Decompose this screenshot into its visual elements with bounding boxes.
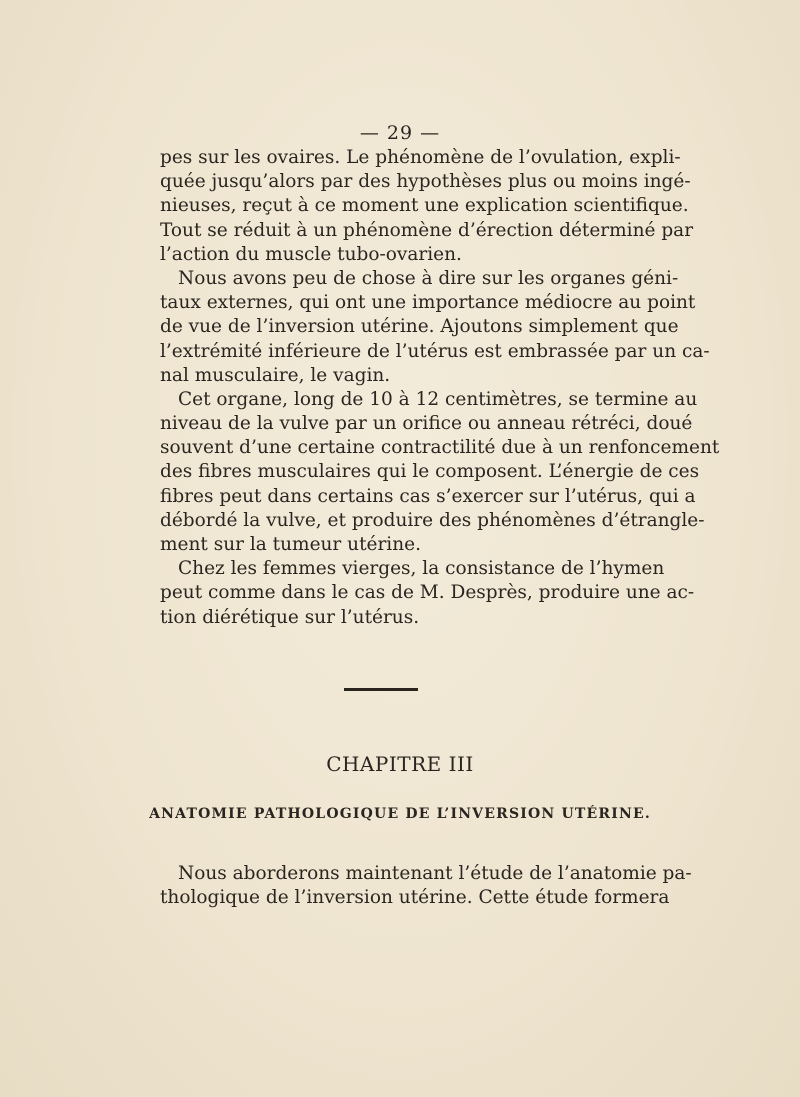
- text-line: débordé la vulve, et produire des phénomènes d’étrangle-: [160, 509, 705, 531]
- chapter-title: CHAPITRE III: [326, 752, 474, 776]
- text-line: quée jusqu’alors par des hypothèses plus ou moins ingé-: [160, 171, 691, 193]
- text-line: des fibres musculaires qui le composent. L’énergie de ces: [160, 461, 700, 483]
- text-line: Chez les femmes vierges, la consistance de l’hymen: [178, 558, 665, 580]
- text-line: ment sur la tumeur utérine.: [160, 534, 421, 555]
- text-line: nieuses, reçut à ce moment une explication scientifique.: [160, 195, 689, 217]
- text-line: l’extrémité inférieure de l’utérus est embrassée par un ca-: [160, 340, 710, 362]
- text-line: thologique de l’inversion utérine. Cette étude formera: [160, 887, 670, 909]
- text-line: nal musculaire, le vagin.: [160, 364, 391, 386]
- text-line: Nous aborderons maintenant l’étude de l’anatomie pa-: [178, 863, 692, 884]
- section-title: ANATOMIE PATHOLOGIQUE DE L’INVERSION UTÉRINE.: [149, 806, 651, 822]
- text-line: de vue de l’inversion utérine. Ajoutons simplement que: [160, 316, 679, 338]
- paragraph: [160, 862, 692, 910]
- body-text-bottom: [160, 862, 692, 910]
- text-line: Tout se réduit à un phénomène d’érection déterminé par: [160, 219, 694, 241]
- text-line: tion diérétique sur l’utérus.: [160, 606, 420, 628]
- paragraph: [160, 388, 720, 557]
- text-line: Nous avons peu de chose à dire sur les organes géni-: [178, 267, 679, 289]
- body-text-top: [160, 146, 720, 630]
- paragraph: [160, 557, 695, 630]
- section-divider-rule: [344, 688, 418, 691]
- paragraph: [160, 146, 694, 267]
- text-line: peut comme dans le cas de M. Desprès, produire une ac-: [160, 582, 695, 604]
- text-line: souvent d’une certaine contractilité due à un renfoncement: [160, 437, 720, 459]
- text-line: l’action du muscle tubo-ovarien.: [160, 243, 462, 265]
- text-line: Cet organe, long de 10 à 12 centimètres, se termine au: [178, 388, 698, 410]
- text-line: taux externes, qui ont une importance médiocre au point: [160, 292, 696, 314]
- text-line: fibres peut dans certains cas s’exercer sur l’utérus, qui a: [160, 485, 696, 507]
- paragraph: [160, 267, 710, 388]
- page-number: — 29 —: [359, 122, 441, 144]
- text-line: niveau de la vulve par un orifice ou anneau rétréci, doué: [160, 413, 693, 435]
- text-line: pes sur les ovaires. Le phénomène de l’ovulation, expli-: [160, 147, 681, 168]
